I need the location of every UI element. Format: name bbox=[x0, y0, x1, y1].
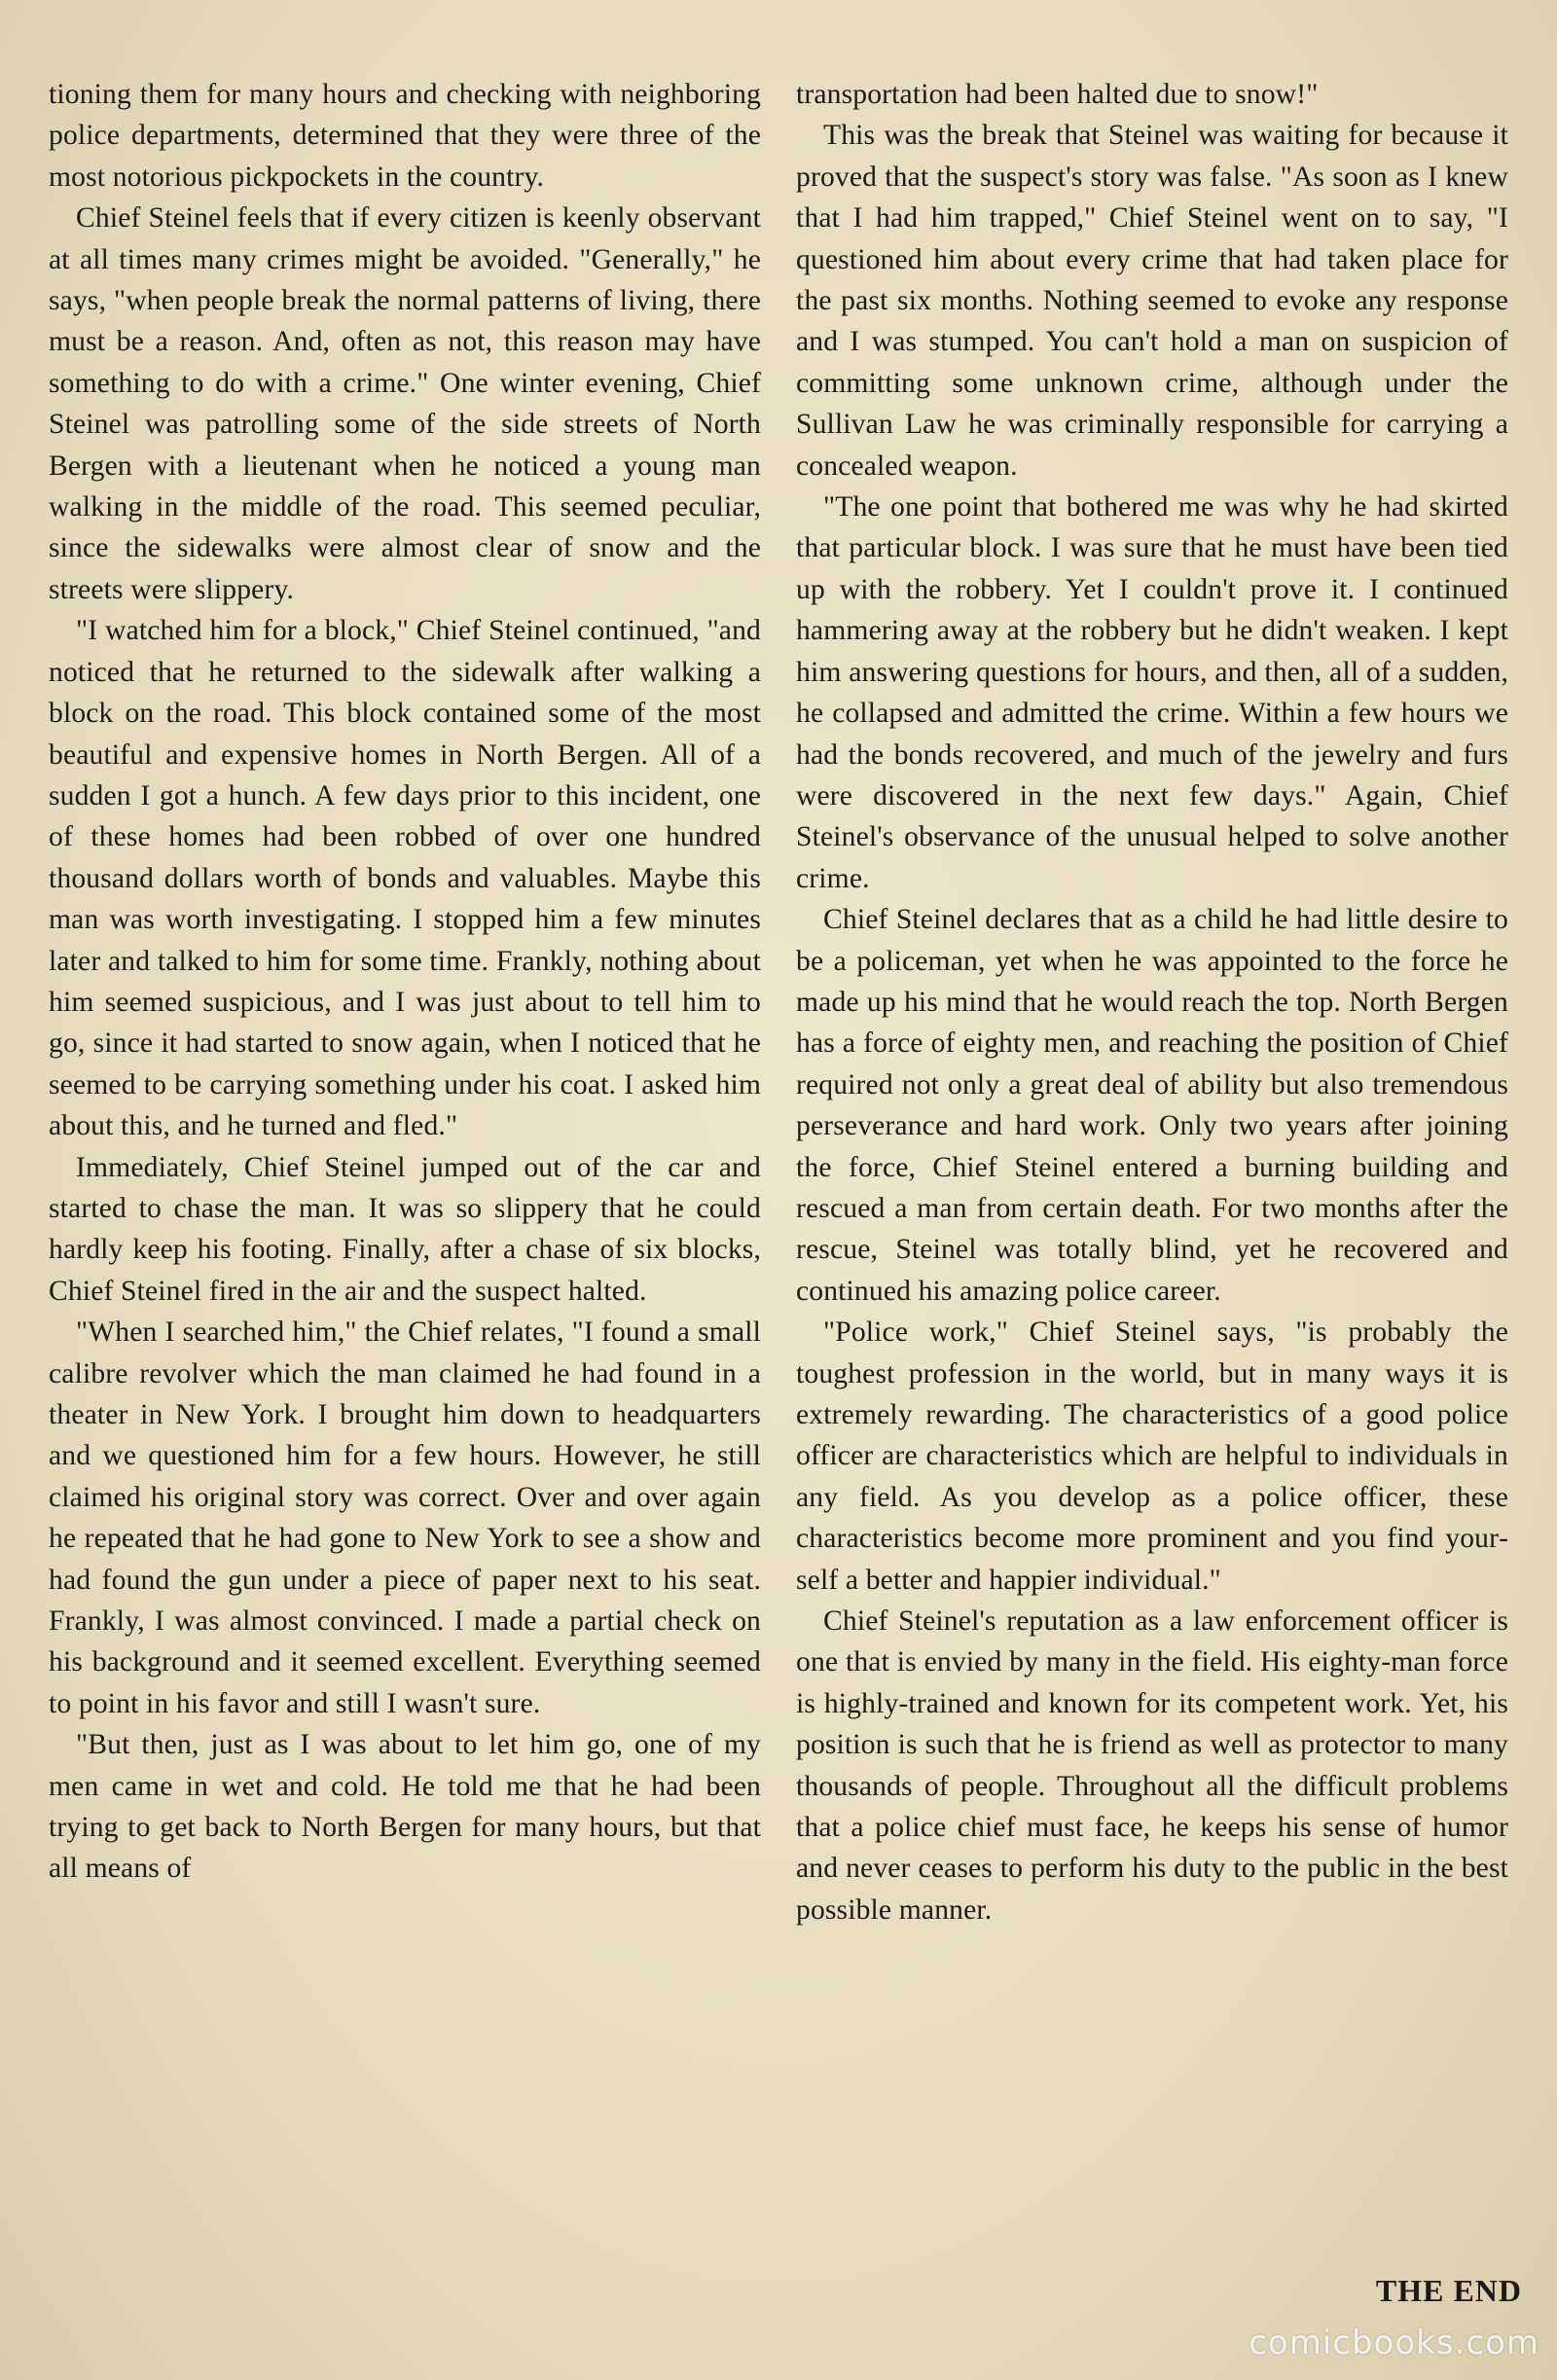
paragraph: "The one point that bothered me was why he had skirted that particular block. I was sure that he must have been tied up with the robbery. Yet I couldn't prove it. I continued hammering away at the robbery but he didn't weaken. I kept him answering questions for hours, and then, all of a sudden, he collapsed and admitted the crime. Within a few hours we had the bonds recovered, and much of the jewelry and furs were discovered in the next few days." Again, Chief Steinel's observance of the unusual helped to solve another crime. bbox=[796, 491, 1508, 894]
paragraph: "I watched him for a block," Chief Steinel continued, "and noticed that he returned to the sidewalk after walking a block on the road. This block contained some of the most beautiful and expensive homes in North Bergen. All of a sudden I got a hunch. A few days prior to this incident, one of these homes had been robbed of over one hundred thousand dollars worth of bonds and valuables. Maybe this man was worth investigating. I stopped him a few minutes later and talked to him for some time. Frankly, nothing about him seemed suspicious, and I was just about to tell him to go, since it had started to snow again, when I noticed that he seemed to be carrying something under his coat. I asked him about this, and he turned and fled." bbox=[49, 615, 761, 1142]
paragraph: tioning them for many hours and checking with neighboring police departments, determined that they were three of the most notorious pickpockets in the country. bbox=[49, 79, 761, 193]
paragraph: Immediately, Chief Steinel jumped out of the car and started to chase the man. It was so slippery that he could hardly keep his footing. Finally, after a chase of six blocks, Chief Steinel fired in the air and the suspect halted. bbox=[49, 1151, 761, 1307]
paragraph: "When I searched him," the Chief relates, "I found a small calibre revolver which the man claimed he had found in a theater in New York. I brought him down to headquarters and we questioned him for a few hours. However, he still claimed his original story was correct. Over and over again he repeated that he had gone to New York to see a show and had found the gun under a piece of paper next to his seat. Frankly, I was almost convinced. I made a partial check on his background and it seemed excellent. Everything seemed to point in his favor and still I wasn't sure. bbox=[49, 1316, 761, 1719]
the-end-label: THE END bbox=[1375, 2273, 1522, 2308]
paragraph: "But then, just as I was about to let him go, one of my men came in wet and cold. He told me that he had been trying to get back to North Bergen for many hours, but that all means of bbox=[49, 1729, 761, 1885]
watermark-text: comicbooks.com bbox=[1249, 2324, 1539, 2362]
right-text-column bbox=[796, 74, 1508, 1930]
paragraph: transportation had been halted due to snow!" bbox=[796, 79, 1319, 110]
paragraph: "Police work," Chief Steinel says, "is probably the toughest profession in the world, but in many ways it is extremely rewarding. The characteristics of a good police officer are characteristics which are helpful to individuals in any field. As you develop as a police officer, these characteristics become more prominent and you find yourself a better and happier individual." bbox=[796, 1316, 1508, 1596]
paragraph: Chief Steinel feels that if every citizen is keenly observant at all times many crimes might be avoided. "Generally," he says, "when people break the normal patterns of living, there must be a reason. And, often as not, this reason may have something to do with a crime." One winter evening, Chief Steinel was patrolling some of the side streets of North Bergen with a lieutenant when he noticed a young man walking in the middle of the road. This seemed peculiar, since the sidewalks were almost clear of snow and the streets were slippery. bbox=[49, 202, 761, 605]
paragraph: Chief Steinel declares that as a child he had little desire to be a policeman, yet when he was appointed to the force he made up his mind that he would reach the top. North Bergen has a force of eighty men, and reaching the position of Chief required not only a great deal of ability but also tremendous perseverance and hard work. Only two years after joining the force, Chief Steinel entered a burning building and rescued a man from certain death. For two months after the rescue, Steinel was totally blind, yet he recovered and continued his amazing police career. bbox=[796, 904, 1508, 1307]
paragraph: Chief Steinel's reputation as a law enforcement officer is one that is envied by many in the field. His eighty-man force is highly-trained and known for its competent work. Yet, his position is such that he is friend as well as protector to many thousands of people. Throughout all the difficult problems that a police chief must face, he keeps his sense of humor and never ceases to perform his duty to the public in the best possible manner. bbox=[796, 1605, 1508, 1926]
left-text-column bbox=[49, 74, 761, 1890]
paragraph: This was the break that Steinel was waiting for because it proved that the suspect's story was false. "As soon as I knew that I had him trapped," Chief Steinel went on to say, "I questioned him about every crime that had taken place for the past six months. Nothing seemed to evoke any response and I was stumped. You can't hold a man on suspicion of committing some unknown crime, although under the Sullivan Law he was criminally responsible for carrying a concealed weapon. bbox=[796, 120, 1508, 482]
